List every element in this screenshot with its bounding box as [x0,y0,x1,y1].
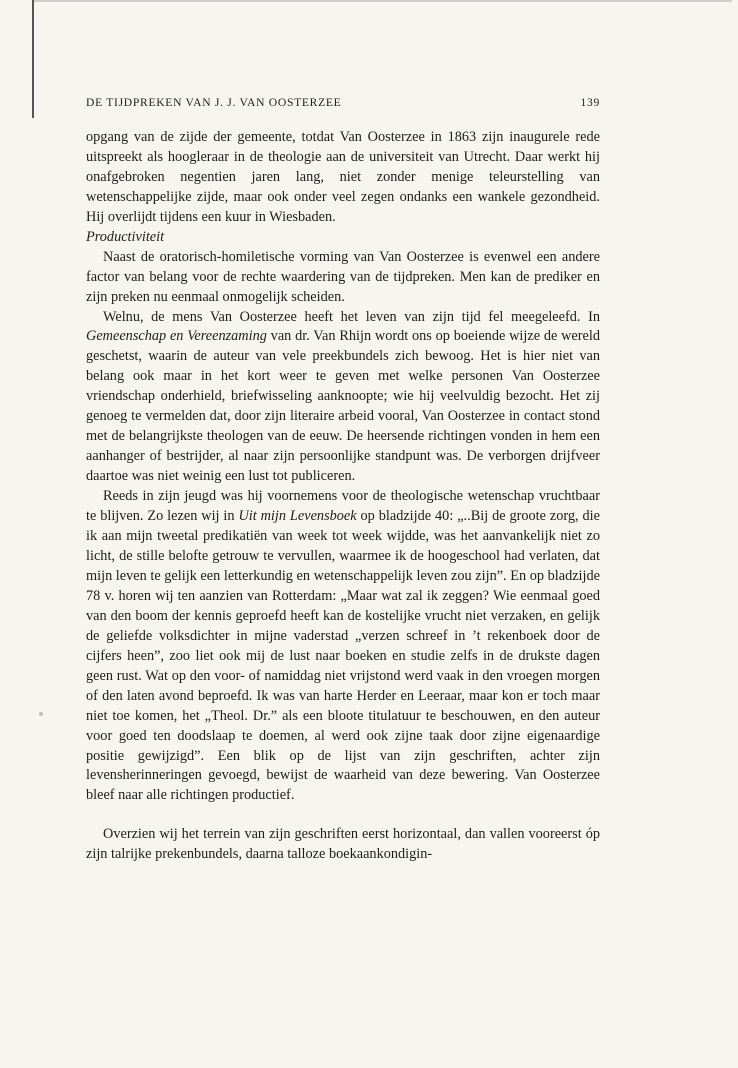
paragraph-3 [86,308,600,488]
paragraph-4-part-b: op bladzijde 40: „..Bij de groote zorg, die ik aan mijn tweetal predikatiën van week tot week wijdde, was het aanvankelijk niet zo licht, de stille belofte getrouw te vervullen, waarmee ik de hoogeschool had verlaten, dat mijn leven te gelijk een letterkundig en wetenschappelijk leven zou zijn”. En op bladzijde 78 v. horen wij ten aanzien van Rotterdam: „Maar wat zal ik zeggen? Wie eenmaal goed van den boom der kennis geproefd heeft kan de kostelijke vrucht niet verzaken, en gelijk de geliefde volksdichter in mijne vaderstad „verzen schreef in ’t rekenboek door de cijfers heen”, zoo liet ook mij de lust naar boeken en studie zelfs in de drukste dagen geen rust. Wat op den voor- of namiddag niet vrijstond werd vaak in den vroegen morgen of den laten avond beproefd. Ik was van harte Herder en Leeraar, maar kon er toch maar niet toe komen, het „Theol. Dr.” als een bloote titulatuur te beschouwen, en den auteur voor goed ten doodslaap te doemen, al werd ook zijne taak door zijne eigenaardige positie gewijzigd”. Een blik op de lijst van zijn geschriften, achter zijn levensherinneringen gevoegd, bewijst de waarheid van deze bewering. Van Oosterzee bleef naar alle richtingen productief. [86,508,600,804]
paragraph-3-part-a: Welnu, de mens Van Oosterzee heeft het leven van zijn tijd fel meegeleefd. In [103,308,600,325]
scan-border-top [32,0,732,2]
paragraph-4 [86,487,600,806]
paragraph-2: Naast de oratorisch-homiletische vorming van Van Oosterzee is evenwel een andere factor van belang voor de rechte waardering van de tijdpreken. Men kan de prediker en zijn preken nu eenmaal onmogelijk scheiden. [86,248,600,305]
running-header [86,93,600,113]
book-page [86,93,600,865]
book-title-gemeenschap: Gemeenschap en Vereenzaming [86,328,267,345]
paragraph-1: opgang van de zijde der gemeente, totdat Van Oosterzee in 1863 zijn inaugurele rede uitspreekt als hoogleraar in de theologie aan de universiteit van Utrecht. Daar werkt hij onafgebroken negentien jaren lang, niet zonder menige teleurstelling van wetenschappelijke zijde, maar ook onder veel zegen ondanks een wankele gezondheid. Hij overlijdt tijdens een kuur in Wiesbaden. [86,128,600,225]
running-title: DE TIJDPREKEN VAN J. J. VAN OOSTERZEE [86,96,342,109]
book-title-levensboek: Uit mijn Levensboek [238,508,357,525]
page-number: 139 [580,96,600,109]
paragraph-4-part-a: Reeds in zijn jeugd was hij voornemens voor de theologische wetenschap vruchtbaar te blijven. Zo lezen wij in [86,488,600,525]
scan-border-left [32,0,34,118]
paragraph-5: Overzien wij het terrein van zijn geschriften eerst horizontaal, dan vallen vooreerst óp zijn talrijke prekenbundels, daarna talloze boekaankondigin- [86,826,600,863]
section-heading: Productiviteit [86,228,165,245]
paragraph-3-part-b: van dr. Van Rhijn wordt ons op boeiende wijze de wereld geschetst, waarin de auteur van vele preekbundels zich bewoog. Het is hier niet van belang ook maar in het kort weer te geven met welke personen Van Oosterzee vriendschap onderhield, briefwisseling aanknoopte; wie hij veelvuldig bezocht. Het zij genoeg te vermelden dat, door zijn literaire arbeid vooral, Van Oosterzee in contact stond met de belangrijkste theologen van de eeuw. De heersende richtingen vonden in hem een aanhanger of bestrijder, al naar zijn persoonlijke standpunt was. De verborgen drijfveer daartoe was niet weinig een lust tot publiceren. [86,328,600,485]
scan-speck [39,712,43,716]
